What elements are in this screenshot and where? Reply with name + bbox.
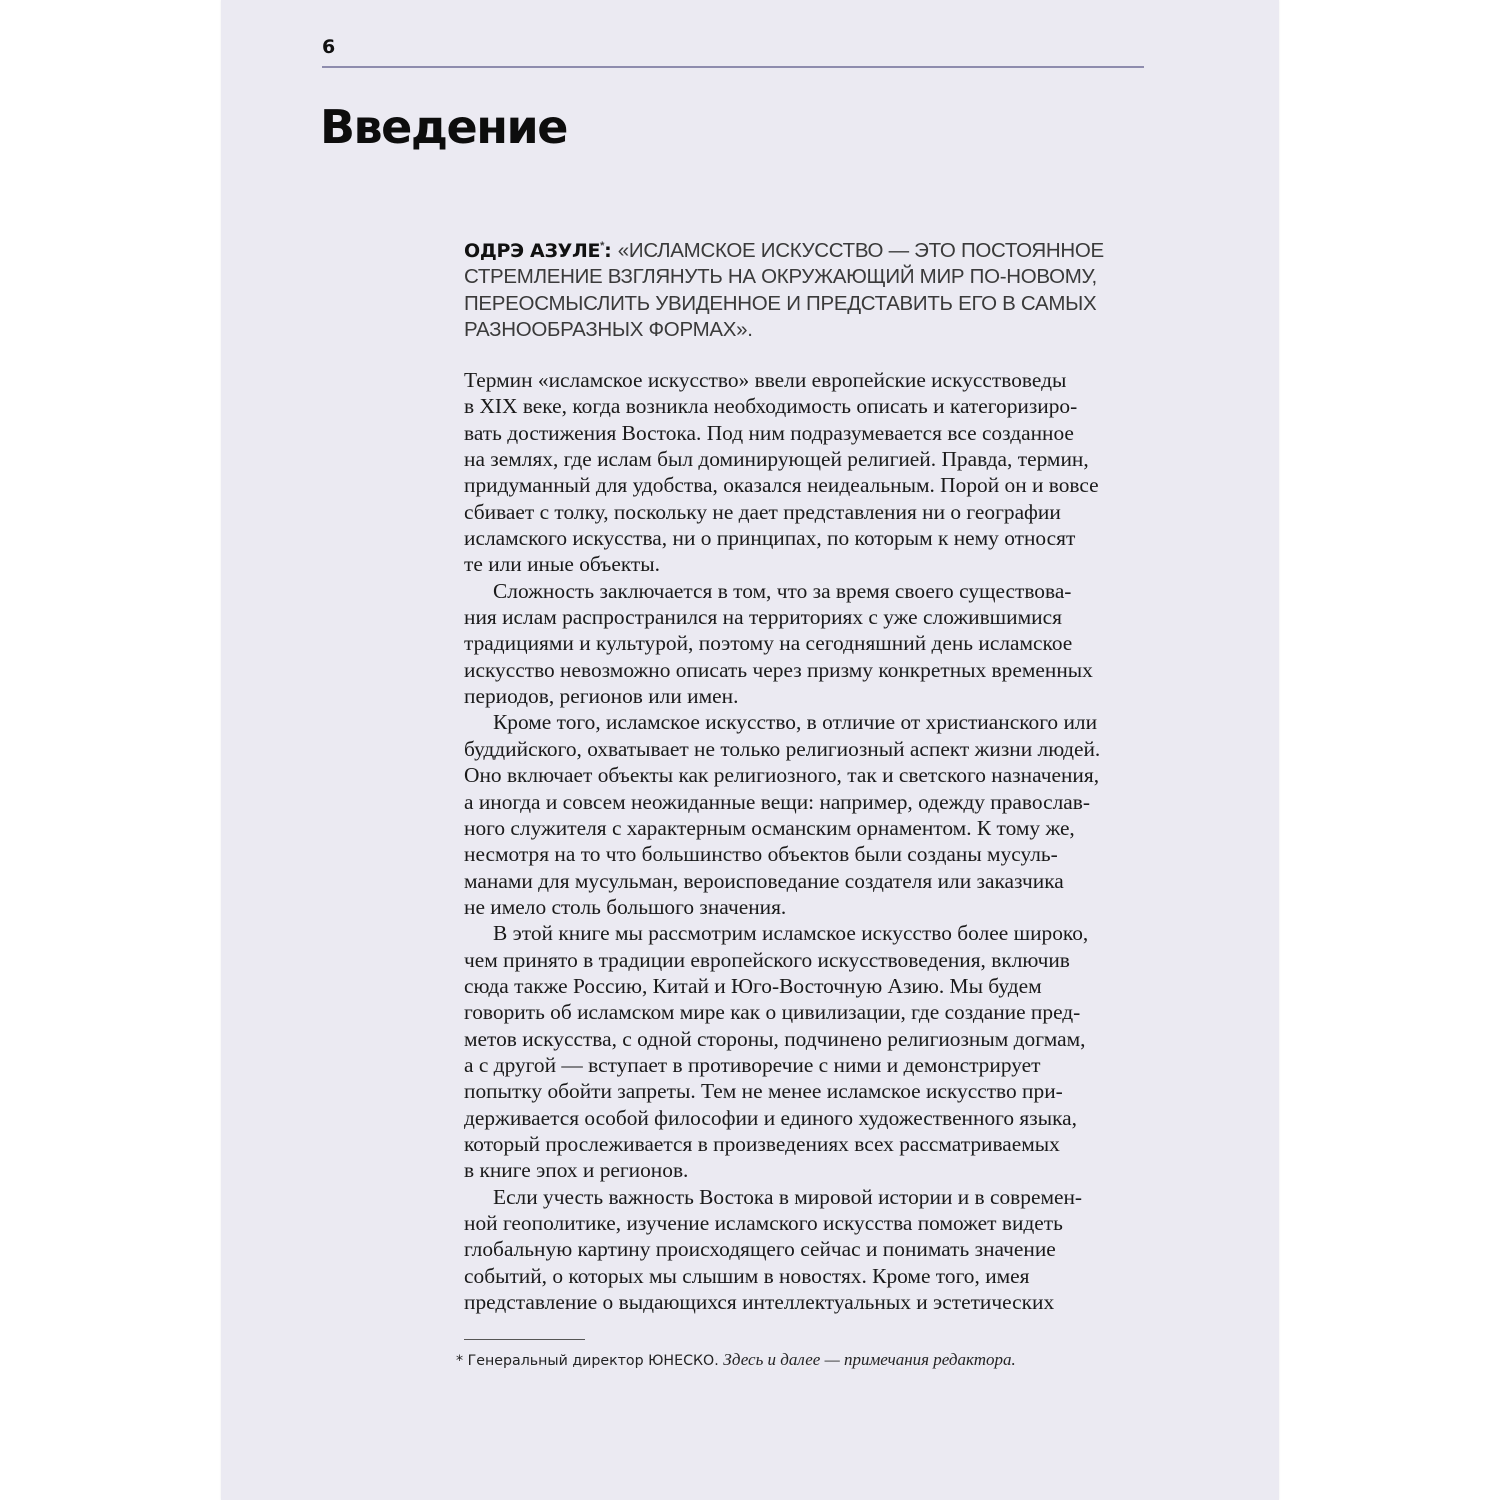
text-line: попытку обойти запреты. Тем не менее исламское искусство при-	[464, 1079, 1063, 1104]
text-line: традициями и культурой, поэтому на сегодняшний день исламское	[464, 631, 1073, 656]
text-line: глобальную картину происходящего сейчас и понимать значение	[464, 1237, 1056, 1262]
text-line: Термин «исламское искусство» ввели европейские искусствоведы	[464, 368, 1067, 392]
footnote-text: * Генеральный директор ЮНЕСКО.	[456, 1353, 724, 1369]
text-line: исламского искусства, ни о принципах, по которым к нему относят	[464, 526, 1076, 551]
text-line: вать достижения Востока. Под ним подразумевается все созданное	[464, 420, 1074, 445]
text-line: придуманный для удобства, оказался неидеальным. Порой он и вовсе	[464, 473, 1099, 498]
text-line: на землях, где ислам был доминирующей религией. Правда, термин,	[464, 447, 1089, 472]
footnote-mark: *	[600, 240, 605, 252]
text-line: несмотря на то что большинство объектов были созданы мусуль-	[464, 842, 1058, 867]
paragraph	[464, 367, 1154, 578]
header-rule	[322, 66, 1144, 68]
page-number: 6	[322, 36, 336, 58]
text-line: метов искусства, с одной стороны, подчинено религиозным догмам,	[464, 1026, 1086, 1051]
text-line: Кроме того, исламское искусство, в отличие от христианского или	[493, 710, 1098, 735]
epigraph-line: «ИСЛАМСКОЕ ИСКУССТВО — ЭТО ПОСТОЯННОЕ	[617, 238, 1104, 262]
book-page	[221, 0, 1279, 1500]
footnote-rule	[464, 1339, 585, 1340]
text-line: представление о выдающихся интеллектуальных и эстетических	[464, 1290, 1055, 1315]
main-text	[464, 367, 1154, 1315]
text-line: Сложность заключается в том, что за время своего существова-	[493, 578, 1072, 603]
text-line: в XIX веке, когда возникла необходимость описать и категоризиро-	[464, 394, 1078, 419]
epigraph	[464, 233, 1104, 344]
text-line: ного служителя с характерным османским орнаментом. К тому же,	[464, 815, 1075, 840]
text-line: держивается особой философии и единого художественного языка,	[464, 1105, 1078, 1130]
text-line: сюда также Россию, Китай и Юго-Восточную Азию. Мы будем	[464, 973, 1042, 998]
text-line: в книге эпох и регионов.	[464, 1158, 689, 1183]
footnote	[456, 1350, 1016, 1370]
text-line: ной геополитике, изучение исламского искусства поможет видеть	[464, 1211, 1063, 1235]
text-line: а с другой — вступает в противоречие с ними и демонстрирует	[464, 1052, 1041, 1077]
text-line: Если учесть важность Востока в мировой истории и в современ-	[493, 1184, 1083, 1209]
text-line: те или иные объекты.	[464, 552, 660, 577]
text-line: чем принято в традиции европейского искусствоведения, включив	[464, 947, 1070, 972]
footnote-italic-text: Здесь и далее — примечания редактора.	[723, 1350, 1016, 1369]
text-line: ния ислам распространился на территориях с уже сложившимися	[464, 605, 1062, 630]
text-line: а иногда и совсем неожиданные вещи: например, одежду православ-	[464, 789, 1090, 814]
epigraph-colon: :	[604, 239, 618, 262]
text-line: В этой книге мы рассмотрим исламское искусство более широко,	[493, 921, 1089, 946]
text-line: который прослеживается в произведениях всех рассматриваемых	[464, 1131, 1060, 1156]
paragraph	[464, 1184, 1154, 1316]
text-line: говорить об исламском мире как о цивилизации, где создание пред-	[464, 1000, 1081, 1025]
paragraph	[464, 709, 1154, 920]
text-line: не имело столь большого значения.	[464, 894, 787, 919]
text-line: периодов, регионов или имен.	[464, 684, 739, 709]
epigraph-line: ПЕРЕОСМЫСЛИТЬ УВИДЕННОЕ И ПРЕДСТАВИТЬ ЕГО В САМЫХ	[464, 291, 1097, 315]
epigraph-author: ОДРЭ АЗУЛЕ	[464, 239, 601, 262]
text-line: манами для мусульман, вероисповедание создателя или заказчика	[464, 868, 1064, 893]
paragraph	[464, 920, 1154, 1183]
paragraph	[464, 578, 1154, 710]
text-line: искусство невозможно описать через призму конкретных временных	[464, 657, 1093, 682]
text-line: событий, о которых мы слышим в новостях. Кроме того, имея	[464, 1263, 1030, 1288]
text-line: сбивает с толку, поскольку не дает представления ни о географии	[464, 499, 1061, 524]
text-line: Оно включает объекты как религиозного, так и светского назначения,	[464, 763, 1100, 788]
epigraph-line: РАЗНООБРАЗНЫХ ФОРМАХ».	[464, 318, 753, 342]
chapter-title: Введение	[320, 100, 567, 154]
text-line: буддийского, охватывает не только религиозный аспект жизни людей.	[464, 736, 1101, 761]
epigraph-line: СТРЕМЛЕНИЕ ВЗГЛЯНУТЬ НА ОКРУЖАЮЩИЙ МИР ПО-НОВОМУ,	[464, 265, 1097, 289]
